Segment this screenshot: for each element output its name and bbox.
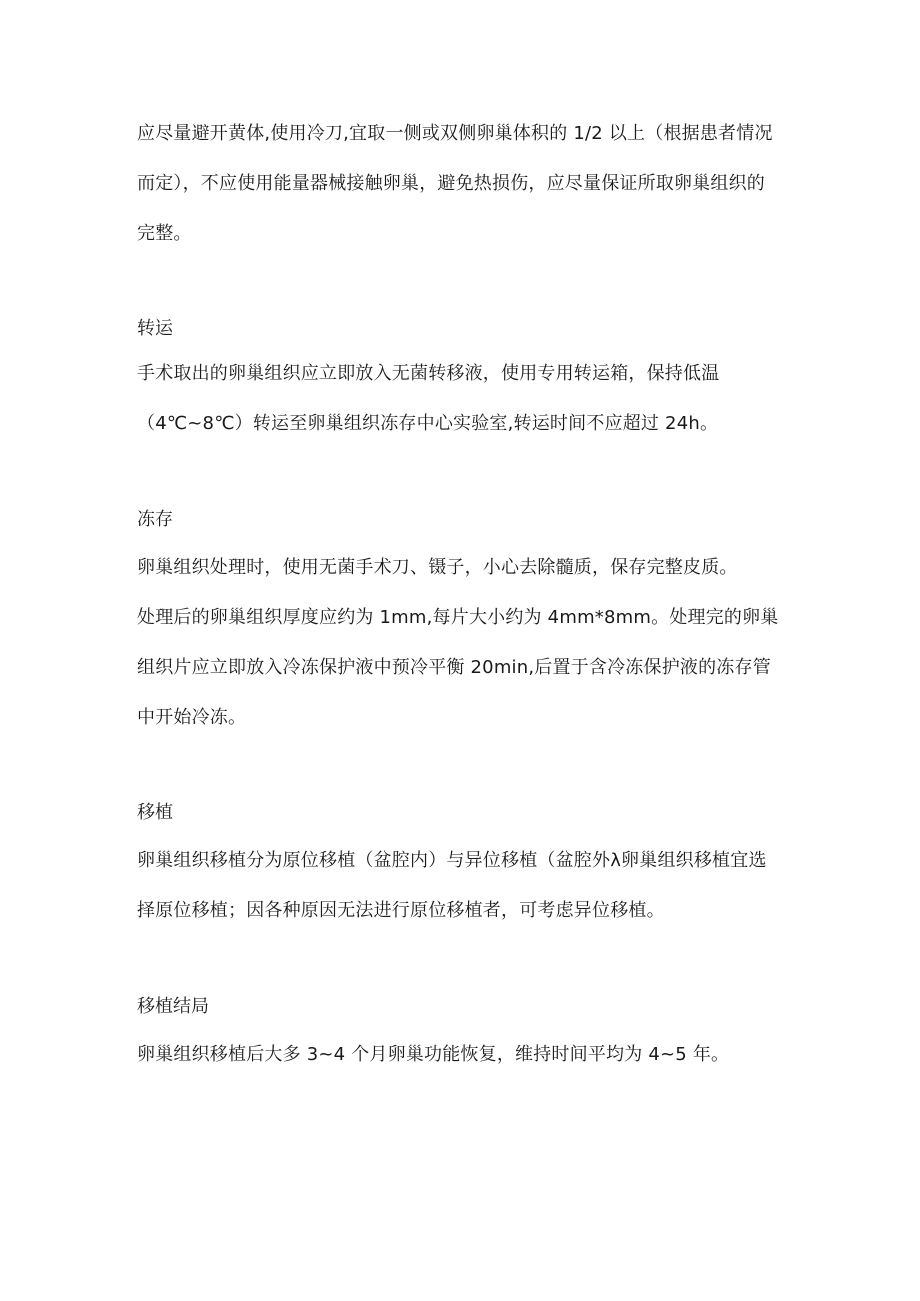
transplant-heading: 移植 xyxy=(137,802,173,823)
intro-line-2: 而定），不应使用能量器械接触卵巢，避免热损伤，应尽量保证所取卵巢组织的 xyxy=(137,173,765,194)
intro-line-3: 完整。 xyxy=(137,223,192,244)
freezing-line-3: 组织片应立即放入冷冻保护液中预冷平衡 20min,后置于含冷冻保护液的冻存管 xyxy=(137,657,771,678)
intro-line-1: 应尽量避开黄体,使用冷刀,宜取一侧或双侧卵巢体积的 1/2 以上（根据患者情况 xyxy=(137,123,773,144)
transplant-line-2: 择原位移植；因各种原因无法进行原位移植者，可考虑异位移植。 xyxy=(137,900,665,921)
freezing-heading: 冻存 xyxy=(137,509,173,530)
outcome-line-1: 卵巢组织移植后大多 3~4 个月卵巢功能恢复，维持时间平均为 4~5 年。 xyxy=(137,1044,730,1065)
outcome-heading: 移植结局 xyxy=(137,996,209,1017)
transport-heading: 转运 xyxy=(137,318,173,339)
freezing-line-2: 处理后的卵巢组织厚度应约为 1mm,每片大小约为 4mm*8mm。处理完的卵巢 xyxy=(137,607,779,628)
transport-line-2: （4℃~8℃）转运至卵巢组织冻存中心实验室,转运时间不应超过 24h。 xyxy=(137,413,719,434)
freezing-line-4: 中开始冷冻。 xyxy=(137,707,247,728)
freezing-line-1: 卵巢组织处理时，使用无菌手术刀、镊子，小心去除髓质，保存完整皮质。 xyxy=(137,557,738,578)
transplant-line-1: 卵巢组织移植分为原位移植（盆腔内）与异位移植（盆腔外λ卵巢组织移植宜选 xyxy=(137,850,767,871)
transport-line-1: 手术取出的卵巢组织应立即放入无菌转移液，使用专用转运箱，保持低温 xyxy=(137,363,720,384)
